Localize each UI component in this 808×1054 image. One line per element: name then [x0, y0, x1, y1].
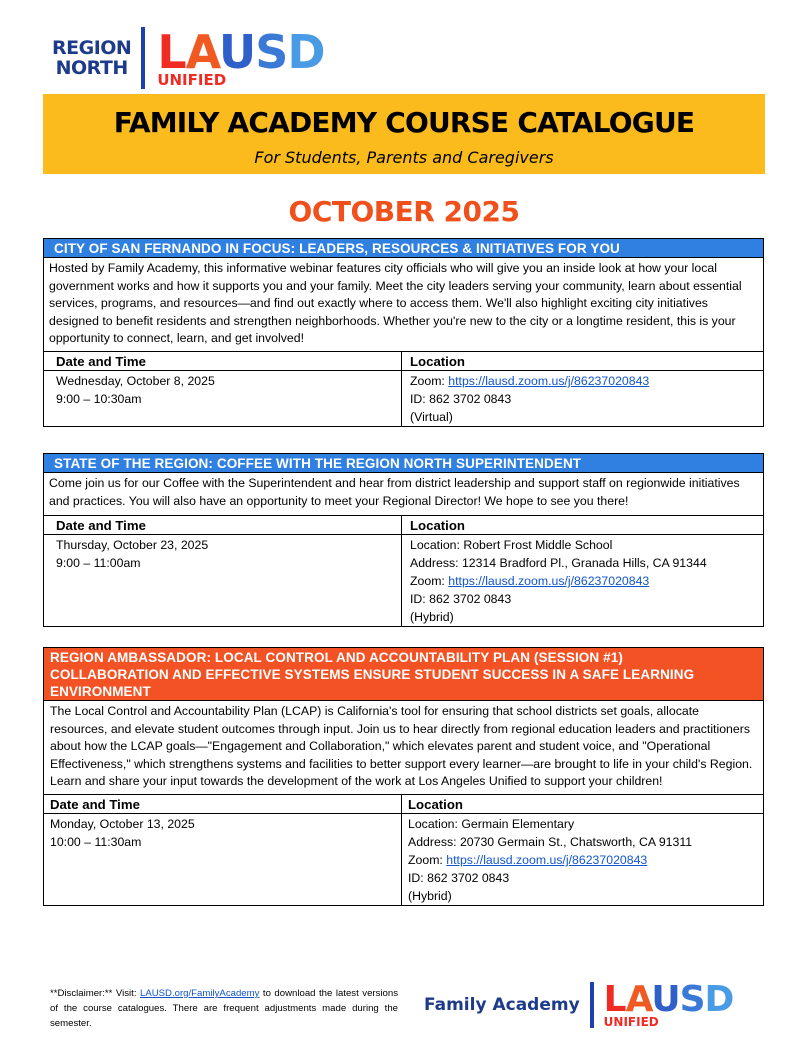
zoom-line: [408, 851, 751, 869]
lausd-letter: S: [255, 25, 288, 79]
catalogue-banner: [43, 94, 765, 174]
unified-text: UNIFIED: [603, 1015, 659, 1029]
location-cell: [401, 371, 763, 426]
course-title: CITY OF SAN FERNANDO IN FOCUS: LEADERS, RESOURCES & INITIATIVES FOR YOU: [44, 239, 763, 257]
lausd-wordmark: [157, 25, 325, 79]
course-section-san-fernando: [43, 238, 764, 427]
location-cell: [401, 535, 763, 626]
region-north-text: [52, 38, 131, 78]
event-time: 9:00 – 10:30am: [56, 391, 142, 406]
schedule-table: [44, 515, 763, 626]
zoom-label: Zoom:: [410, 373, 449, 388]
course-description: The Local Control and Accountability Plan (LCAP) is California's tool for ensuring that school districts set goals, allocate resources, and elevate student outcomes through input. Join us to hear directly from regional education leaders and practitioners about how the LCAP goals—"Engagement and Collaboration," which elevates parent and student voice, and "Operational Effectiveness," which strengthens systems and facilities to better support every learner—are brought to life in your child's Region. Learn and share your input towards the development of the work at Los Angeles Unified to support your children!: [44, 700, 763, 794]
location-header: Location: [401, 516, 763, 535]
region-line: REGION: [52, 37, 132, 59]
course-title: [44, 648, 763, 700]
meeting-id: ID: 862 3702 0843: [410, 391, 512, 406]
location-cell: [401, 814, 763, 905]
event-date: Wednesday, October 8, 2025: [56, 373, 215, 388]
zoom-link[interactable]: https://lausd.zoom.us/j/86237020843: [446, 852, 648, 867]
family-academy-text: Family Academy: [424, 995, 580, 1015]
unified-text: UNIFIED: [157, 71, 227, 89]
course-description: Come join us for our Coffee with the Superintendent and hear from district leadership and support staff on regionwide initiatives and practices. You will also have an opportunity to meet your Regional Director! We hope to see you there!: [44, 472, 763, 515]
event-date: Monday, October 13, 2025: [50, 816, 195, 831]
date-time-cell: [44, 535, 401, 626]
meeting-id: ID: 862 3702 0843: [408, 870, 510, 885]
location-header: Location: [401, 795, 763, 814]
month-heading: OCTOBER 2025: [288, 195, 520, 228]
course-title-line: REGION AMBASSADOR: LOCAL CONTROL AND ACCOUNTABILITY PLAN (SESSION #1): [50, 650, 623, 665]
date-time-cell: [44, 371, 401, 419]
zoom-link[interactable]: https://lausd.zoom.us/j/86237020843: [448, 574, 650, 588]
lausd-letter: U: [218, 25, 256, 79]
family-academy-lausd-logo: [424, 979, 734, 1029]
lausd-unified-logo: [157, 25, 325, 89]
course-section-state-of-region: [43, 453, 764, 627]
region-north-lausd-logo: [52, 25, 325, 89]
lausd-letter: D: [287, 25, 325, 79]
course-title-line: COLLABORATION AND EFFECTIVE SYSTEMS ENSURE STUDENT SUCCESS IN A SAFE LEARNING: [50, 667, 695, 682]
lausd-letter: L: [157, 25, 186, 79]
location-header: Location: [401, 352, 763, 371]
lausd-letter: U: [651, 979, 680, 1020]
logo-divider: [590, 982, 594, 1028]
zoom-line: [410, 572, 751, 590]
lausd-wordmark: [603, 979, 734, 1020]
event-date: Thursday, October 23, 2025: [56, 538, 209, 552]
event-time: 10:00 – 11:30am: [50, 834, 142, 849]
event-mode: (Hybrid): [410, 610, 454, 624]
event-address: Address: 20730 Germain St., Chatsworth, CA 91311: [408, 834, 693, 849]
lausd-unified-logo: [603, 979, 734, 1029]
zoom-label: Zoom:: [408, 852, 447, 867]
north-line: NORTH: [55, 57, 128, 79]
event-location: Location: Germain Elementary: [408, 816, 575, 831]
disclaimer-suffix: to download the latest versions of the course catalogues. There are frequent adjustments made during the semester.: [50, 988, 398, 1029]
lausd-letter: S: [679, 979, 705, 1020]
event-location: Location: Robert Frost Middle School: [410, 538, 613, 552]
course-section-region-ambassador: [43, 647, 764, 906]
logo-divider: [141, 27, 145, 89]
page-subtitle: For Students, Parents and Caregivers: [254, 148, 554, 167]
date-time-cell: [44, 814, 401, 905]
zoom-label: Zoom:: [410, 574, 449, 588]
lausd-letter: D: [704, 979, 734, 1020]
meeting-id: ID: 862 3702 0843: [410, 592, 512, 606]
page-title: FAMILY ACADEMY COURSE CATALOGUE: [113, 106, 695, 139]
lausd-letter: A: [625, 979, 652, 1020]
date-time-header: Date and Time: [44, 516, 401, 535]
event-mode: (Virtual): [410, 409, 453, 424]
schedule-table: [44, 351, 763, 426]
event-address: Address: 12314 Bradford Pl., Granada Hills, CA 91344: [410, 556, 707, 570]
course-title-line: ENVIRONMENT: [50, 684, 151, 699]
course-title: STATE OF THE REGION: COFFEE WITH THE REGION NORTH SUPERINTENDENT: [44, 454, 763, 472]
lausd-letter: A: [185, 25, 219, 79]
event-time: 9:00 – 11:00am: [56, 556, 141, 570]
date-time-header: Date and Time: [44, 795, 401, 814]
zoom-link[interactable]: https://lausd.zoom.us/j/86237020843: [448, 373, 650, 388]
family-academy-link[interactable]: LAUSD.org/FamilyAcademy: [140, 988, 260, 999]
date-time-header: Date and Time: [44, 352, 401, 371]
disclaimer: [50, 986, 398, 1031]
course-description: Hosted by Family Academy, this informative webinar features city officials who will give you an inside look at how your local government works and how it supports you and your family. Meet the city leaders serving your community, learn about essential services, programs, and resources—and find out exactly where to access them. We'll also highlight exciting city initiatives designed to benefit residents and strengthen neighborhoods. Whether you're new to the city or a longtime resident, this is your opportunity to connect, learn, and get involved!: [44, 257, 763, 351]
lausd-letter: L: [603, 979, 626, 1020]
schedule-table: [44, 794, 763, 905]
disclaimer-prefix: **Disclaimer:** Visit:: [50, 988, 140, 999]
event-mode: (Hybrid): [408, 888, 452, 903]
zoom-line: [410, 372, 751, 390]
